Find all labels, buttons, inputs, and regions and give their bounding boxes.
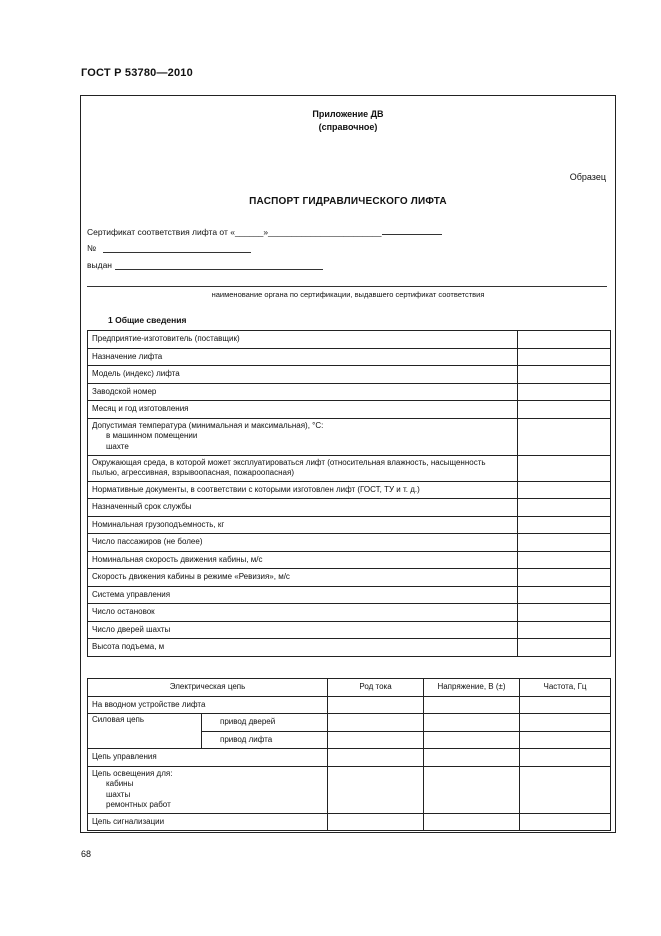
table-row — [88, 749, 611, 767]
value-cell — [520, 731, 611, 749]
issued-by-line: выдан — [87, 260, 113, 270]
value-cell — [518, 569, 611, 587]
row-label: Назначенный срок службы — [88, 499, 518, 517]
certificate-text: Сертификат соответствия лифта от «______»________________________ — [87, 227, 382, 237]
table-row — [88, 348, 611, 366]
passport-title: ПАСПОРТ ГИДРАВЛИЧЕСКОГО ЛИФТА — [249, 196, 447, 207]
table-row — [88, 401, 611, 419]
annex-title — [81, 108, 615, 134]
temperature-shaft: шахте — [106, 441, 129, 451]
table-row — [88, 383, 611, 401]
value-cell — [424, 813, 520, 831]
row-sublabel: привод дверей — [202, 714, 328, 732]
value-cell — [518, 639, 611, 657]
value-cell — [520, 766, 611, 813]
value-cell — [518, 604, 611, 622]
column-header-voltage: Напряжение, В (±) — [424, 679, 520, 697]
row-label: На вводном устройстве лифта — [88, 696, 328, 714]
lighting-label: Цепь освещения для: — [92, 768, 173, 778]
value-cell — [520, 696, 611, 714]
annex-frame — [80, 95, 616, 833]
value-cell — [328, 749, 424, 767]
value-cell — [518, 383, 611, 401]
row-label: Предприятие-изготовитель (поставщик) — [88, 331, 518, 349]
row-label: Цепь сигнализации — [88, 813, 328, 831]
electric-circuits-table — [87, 678, 611, 831]
row-label: Месяц и год изготовления — [88, 401, 518, 419]
row-label — [88, 766, 328, 813]
value-cell — [328, 766, 424, 813]
row-label: Число пассажиров (не более) — [88, 534, 518, 552]
authority-underline — [87, 286, 607, 287]
row-label: Окружающая среда, в которой может эксплуатироваться лифт (относительная влажность, насыщенность пылью, агрессивная, взрывоопасная, пожароопасная) — [88, 455, 518, 481]
table-row — [88, 586, 611, 604]
value-cell — [518, 455, 611, 481]
general-info-table — [87, 330, 611, 657]
value-cell — [520, 813, 611, 831]
table-row — [88, 569, 611, 587]
value-cell — [328, 731, 424, 749]
table-row — [88, 813, 611, 831]
value-cell — [424, 731, 520, 749]
value-cell — [518, 401, 611, 419]
document-number: ГОСТ Р 53780—2010 — [81, 67, 193, 79]
table-row — [88, 551, 611, 569]
table-row — [88, 604, 611, 622]
row-label: Модель (индекс) лифта — [88, 366, 518, 384]
table-row — [88, 331, 611, 349]
row-label: Число дверей шахты — [88, 621, 518, 639]
value-cell — [424, 696, 520, 714]
annex-name: Приложение ДВ — [312, 109, 384, 119]
row-label: Силовая цепь — [88, 714, 202, 749]
table-row — [88, 534, 611, 552]
lighting-shaft: шахты — [106, 789, 131, 799]
row-label: Скорость движения кабины в режиме «Ревизия», м/с — [88, 569, 518, 587]
value-cell — [518, 481, 611, 499]
value-cell — [518, 418, 611, 455]
row-label: Система управления — [88, 586, 518, 604]
row-label: Заводской номер — [88, 383, 518, 401]
certificate-line — [87, 227, 442, 237]
row-label: Высота подъема, м — [88, 639, 518, 657]
table-row — [88, 696, 611, 714]
issued-by-underline — [115, 269, 323, 270]
authority-caption: наименование органа по сертификации, выдавшего сертификат соответствия — [211, 290, 485, 299]
column-header-circuit: Электрическая цепь — [88, 679, 328, 697]
lighting-cabin: кабины — [106, 779, 134, 788]
table-row — [88, 481, 611, 499]
value-cell — [518, 534, 611, 552]
temperature-machine-room: в машинном помещении — [106, 431, 198, 441]
value-cell — [520, 714, 611, 732]
value-cell — [520, 749, 611, 767]
row-label: Назначение лифта — [88, 348, 518, 366]
table-row — [88, 639, 611, 657]
row-label: Число остановок — [88, 604, 518, 622]
table-row — [88, 455, 611, 481]
row-label: Цепь управления — [88, 749, 328, 767]
number-underline — [103, 252, 251, 253]
value-cell — [424, 749, 520, 767]
sample-label: Образец — [569, 172, 606, 182]
table-row — [88, 621, 611, 639]
value-cell — [328, 696, 424, 714]
value-cell — [518, 331, 611, 349]
table-row — [88, 499, 611, 517]
value-cell — [518, 499, 611, 517]
temperature-label: Допустимая температура (минимальная и максимальная), °С: — [92, 420, 324, 430]
row-label: Номинальная грузоподъемность, кг — [88, 516, 518, 534]
value-cell — [518, 366, 611, 384]
column-header-frequency: Частота, Гц — [520, 679, 611, 697]
value-cell — [518, 586, 611, 604]
row-label: Нормативные документы, в соответствии с которыми изготовлен лифт (ГОСТ, ТУ и т. д.) — [88, 481, 518, 499]
value-cell — [518, 348, 611, 366]
row-label — [88, 418, 518, 455]
page-number: 68 — [81, 849, 92, 859]
value-cell — [424, 714, 520, 732]
value-cell — [518, 551, 611, 569]
annex-type: (справочное) — [318, 122, 378, 132]
column-header-current-type: Род тока — [328, 679, 424, 697]
value-cell — [328, 813, 424, 831]
table-row — [88, 366, 611, 384]
certificate-number-line: № — [87, 243, 97, 253]
row-sublabel: привод лифта — [202, 731, 328, 749]
table-row — [88, 766, 611, 813]
table-row — [88, 516, 611, 534]
table-row — [88, 418, 611, 455]
table-header-row — [88, 679, 611, 697]
value-cell — [518, 621, 611, 639]
value-cell — [518, 516, 611, 534]
value-cell — [328, 714, 424, 732]
table-row — [88, 714, 611, 732]
section-heading: 1 Общие сведения — [108, 315, 187, 325]
row-label: Номинальная скорость движения кабины, м/с — [88, 551, 518, 569]
value-cell — [424, 766, 520, 813]
lighting-repair: ремонтных работ — [106, 800, 171, 809]
